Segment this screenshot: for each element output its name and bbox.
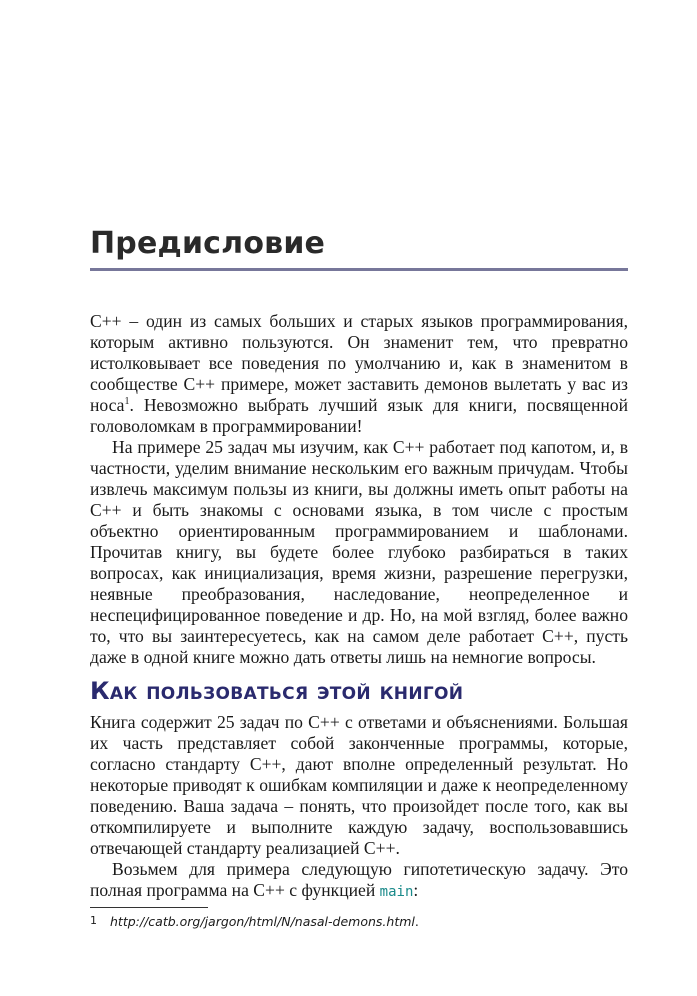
footnote-end: . [414, 914, 419, 929]
inline-code-main: main [379, 884, 414, 900]
intro-paragraph-1-text-after: . Невозможно выбрать лучший язык для книги, посвященной головоломкам в программировании! [90, 395, 628, 436]
footnote-link[interactable]: http://catb.org/jargon/html/N/nasal-demons.html [110, 914, 415, 929]
title-underline-rule [90, 268, 628, 271]
section-paragraph-1: Книга содержит 25 задач по C++ с ответами и объяснениями. Большая их часть представляет собой законченные программы, которые, согласно стандарту C++, дают вполне определенный результат. Но некоторые приводят к ошибкам компиляции и даже к неопределенному поведению. Ваша задача – понять, что произойдет после того, как вы откомпилируете и выполните каждую задачу, воспользовавшись отвечающей стандарту реализацией C++. [90, 712, 628, 858]
footnote-reference: 1 [124, 396, 130, 408]
intro-text [90, 311, 628, 668]
intro-paragraph-2: На примере 25 задач мы изучим, как C++ работает под капотом, и, в частности, уделим внимание нескольким его важным причудам. Чтобы извлечь максимум пользы из книги, вы должны иметь опыт работы на C++ и быть знакомы с основами языка, в том числе с простым объектно ориентированным программированием и шаблонами. Прочитав книгу, вы будете более глубоко разбираться в таких вопросах, как инициализация, время жизни, разрешение перегрузки, неявные преобразования, наследование, неопределенное и неспецифицированное поведение и др. Но, на мой взгляд, более важно то, что вы заинтересуетесь, как на самом деле работает C++, пусть даже в одной книге можно дать ответы лишь на немногие вопросы. [90, 437, 628, 667]
section-paragraph-2-end: : [413, 880, 419, 900]
footnote-number: 1 [90, 914, 97, 927]
section-paragraph-2-text: Возьмем для примера следующую гипотетическую задачу. Это полная программа на C++ с функцией [90, 859, 628, 900]
section-paragraph-2 [90, 859, 628, 903]
footnote [90, 914, 628, 929]
footnote-separator [90, 907, 208, 908]
section-text [90, 712, 628, 903]
intro-paragraph-1-text: C++ – один из самых больших и старых языков программирования, которым активно пользуются. Он знаменит тем, что превратно истолковывает все поведения по умолчанию и, как в знаменитом в сообществе C++ примере, может заставить демонов вылетать у вас из носа [90, 311, 628, 415]
section-heading: Как пользоваться этой книгой [90, 677, 464, 705]
intro-paragraph-1 [90, 311, 628, 437]
chapter-title: Предисловие [90, 226, 326, 261]
